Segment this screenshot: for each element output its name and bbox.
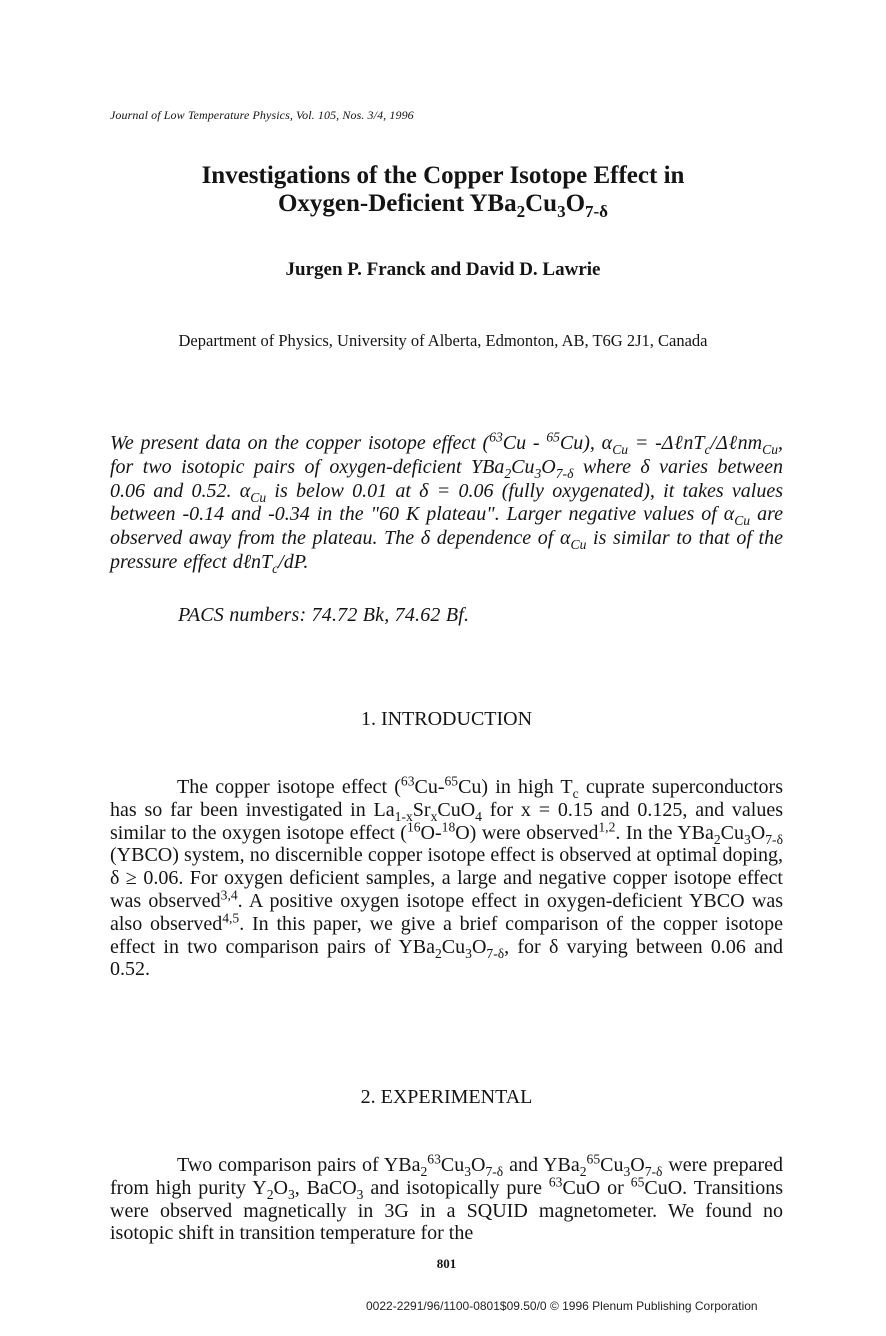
abstract: We present data on the copper isotope effect ($^{63}$Cu - $^{65}$Cu), $\alpha_{Cu}$ = -ΔℓnT$_c$/Δℓnm$_{Cu}$, for two isotopic pairs of oxygen-deficient $YBa_2Cu_3O_{7-\delta}$ where δ varies between 0.06 and 0.52. $\alpha_{Cu}$ is below 0.01 at δ = 0.06 (fully oxygenated), it takes values between -0.14 and -0.34 in the "60 K plateau". Larger negative values of $\alpha_{Cu}$ are observed away from the plateau. The δ dependence of $\alpha_{Cu}$ is similar to that of the pressure effect dℓnT$_c$/dP. [110, 429, 784, 576]
pacs-numbers: PACS numbers: 74.72 Bk, 74.62 Bf. [178, 604, 470, 626]
affiliation: Department of Physics, University of Alberta, Edmonton, AB, T6G 2J1, Canada [178, 331, 708, 350]
section-heading-experimental: 2. EXPERIMENTAL [360, 1086, 533, 1108]
title-line-1: Investigations of the Copper Isotope Effect in [201, 162, 685, 189]
paper-title [110, 162, 776, 221]
copyright-line: 0022-2291/96/1100-0801$09.50/0 © 1996 Plenum Publishing Corporation [366, 1299, 758, 1313]
introduction-paragraph: The copper isotope effect ($^{63}$Cu-$^{65}$Cu) in high $T_c$ cuprate superconductors has so far been investigated in $La_{1-x}Sr_xCuO_4$ for x = 0.15 and 0.125, and values similar to the oxygen isotope effect ($^{16}$O-$^{18}$O) were observed$^{1,2}$. In the $YBa_2Cu_3O_{7-\delta}$ (YBCO) system, no discernible copper isotope effect is observed at optimal doping, δ ≥ 0.06. For oxygen deficient samples, a large and negative copper isotope effect was observed$^{3,4}$. A positive oxygen isotope effect in oxygen-deficient YBCO was also observed$^{4,5}$. In this paper, we give a brief comparison of the copper isotope effect in two comparison pairs of $YBa_2Cu_3O_{7-\delta}$, for δ varying between 0.06 and 0.52. [110, 773, 784, 981]
journal-citation: Journal of Low Temperature Physics, Vol. 105, Nos. 3/4, 1996 [110, 108, 414, 122]
section-heading-introduction: 1. INTRODUCTION [360, 708, 533, 730]
experimental-paragraph: Two comparison pairs of $YBa_2^{63}Cu_3O_{7-\delta}$ and $YBa_2^{65}Cu_3O_{7-\delta}$ were prepared from high purity $Y_2O_3$, BaCO$_3$ and isotopically pure $^{63}$CuO or $^{65}$CuO. Transitions were observed magnetically in 3G in a SQUID magnetometer. We found no isotopic shift in transition temperature for the [110, 1151, 784, 1245]
title-line-2: Oxygen-Deficient $YBa_2Cu_3O_{7-\delta}$ [277, 190, 609, 221]
page-number: 801 [436, 1256, 457, 1271]
authors: Jurgen P. Franck and David D. Lawrie [285, 259, 601, 280]
